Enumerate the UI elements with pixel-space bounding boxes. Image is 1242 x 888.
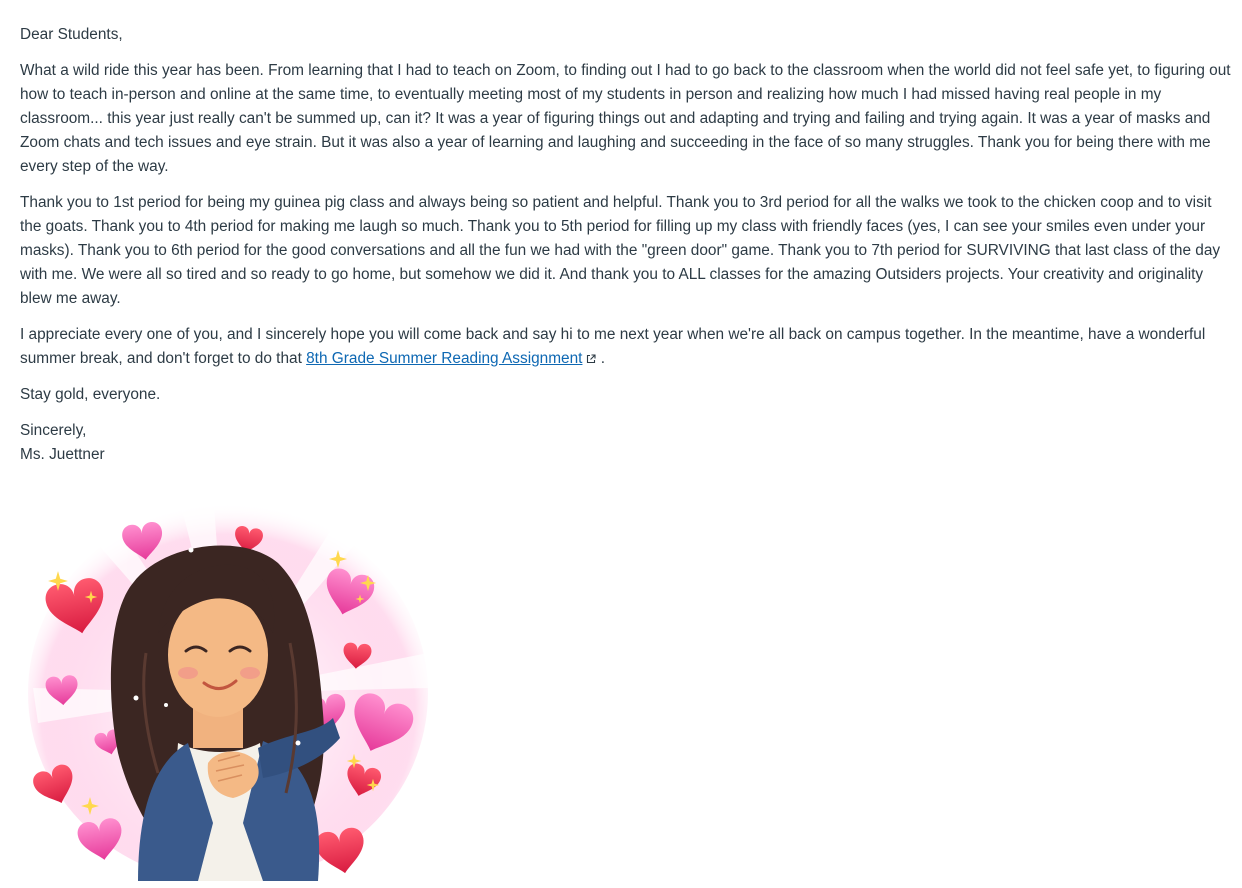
external-link-icon[interactable] <box>586 354 596 364</box>
summer-reading-link[interactable] <box>306 350 596 367</box>
summer-text-end: . <box>596 350 606 367</box>
stay-gold-line: Stay gold, everyone. <box>20 386 161 403</box>
letter-body <box>20 23 1234 467</box>
bitmoji-hearts-sticker <box>28 493 428 881</box>
greeting: Dear Students, <box>20 26 123 43</box>
paragraph-summer <box>20 323 1234 371</box>
closing: Sincerely, <box>20 422 87 439</box>
paragraph-thank-you-periods: Thank you to 1st period for being my guinea pig class and always being so patient and helpful. Thank you to 3rd period for all the walks we took to the chicken coop and to visit the goats. Thank you to 4th period for making me laugh so much. Thank you to 5th period for filling up my class with friendly faces (yes, I can see your smiles even under your masks). Thank you to 6th period for the good conversations and all the fun we had with the "green door" game. Thank you to 7th period for SURVIVING that last class of the day with me. We were all so tired and so ready to go home, but somehow we did it. And thank you to ALL classes for the amazing Outsiders projects. Your creativity and originality blew me away. <box>20 194 1221 307</box>
summer-reading-link-label[interactable]: 8th Grade Summer Reading Assignment <box>306 350 583 367</box>
signature-block <box>20 419 1234 467</box>
signature-name: Ms. Juettner <box>20 446 105 463</box>
paragraph-year-reflection: What a wild ride this year has been. From learning that I had to teach on Zoom, to finding out I had to go back to the classroom when the world did not feel safe yet, to figuring out how to teach in-person and online at the same time, to eventually meeting most of my students in person and realizing how much I had missed having real people in my classroom... this year just really can't be summed up, can it? It was a year of figuring things out and adapting and trying and failing and trying again. It was a year of masks and Zoom chats and tech issues and eye strain. But it was also a year of learning and laughing and succeeding in the face of so many struggles. Thank you for being there with me every step of the way. <box>20 62 1231 175</box>
summer-text: I appreciate every one of you, and I sincerely hope you will come back and say hi to me next year when we're all back on campus together. In the meantime, have a wonderful summer break, and don't forget to do that <box>20 326 1206 367</box>
